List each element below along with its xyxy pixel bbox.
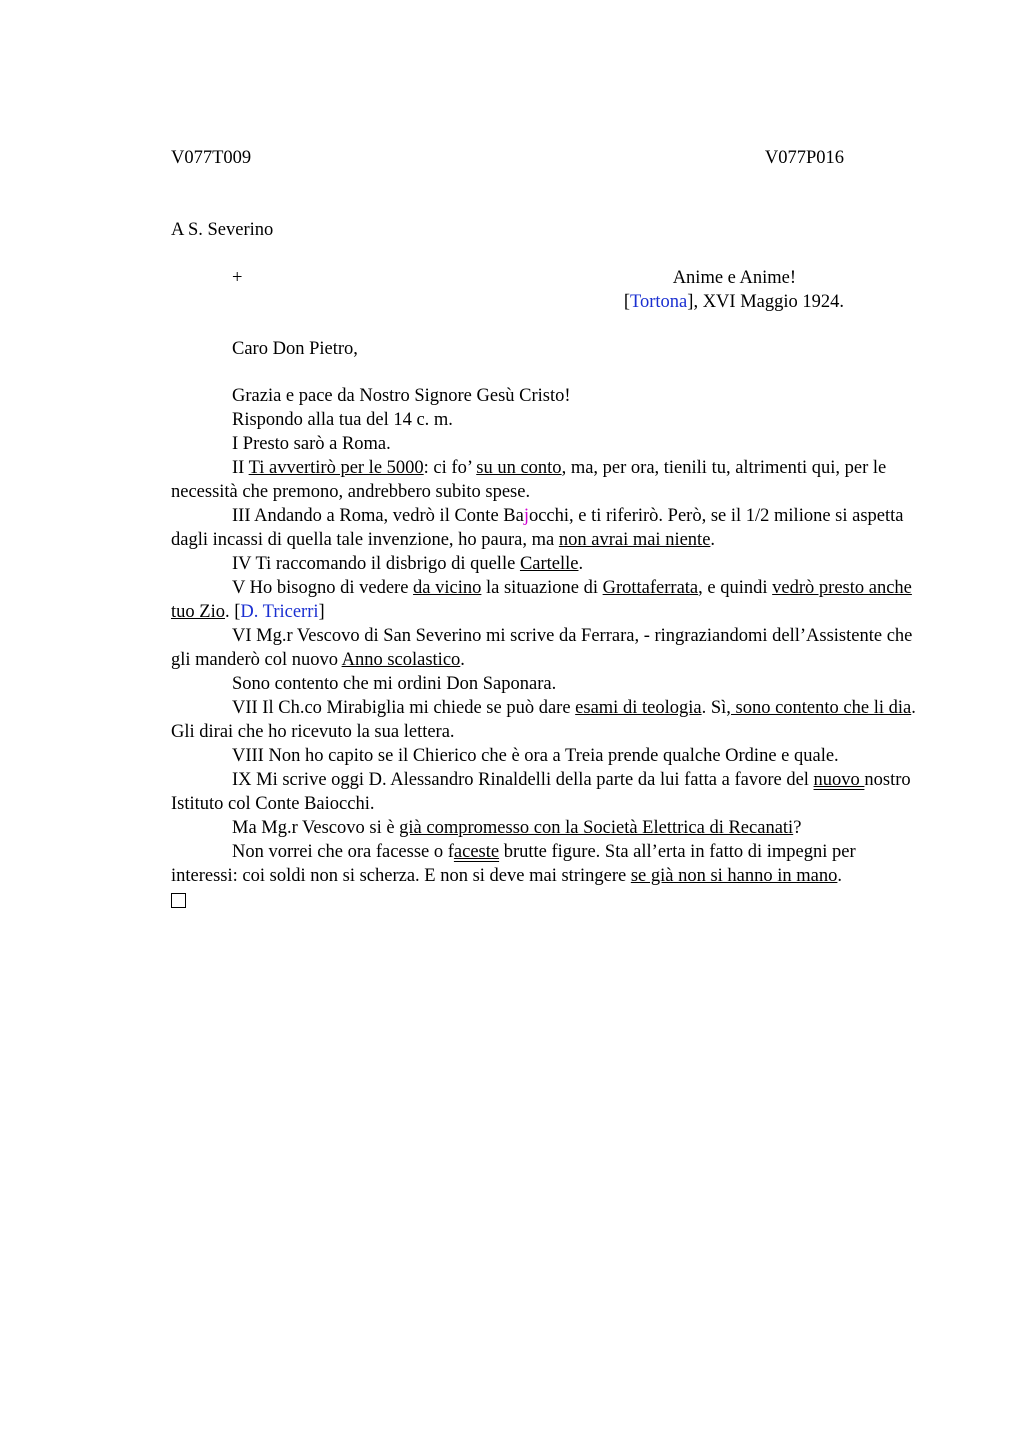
p7-a: V Ho bisogno di vedere xyxy=(232,578,414,598)
p7-f: vedrò presto anche tuo Zio xyxy=(171,578,912,622)
dateline xyxy=(624,290,844,314)
letter-body xyxy=(171,384,927,915)
paragraph-point-8: VIII Non ho capito se il Chierico che è ora a Treia prende qualche Ordine e quale. xyxy=(232,746,839,766)
p7-i: ] xyxy=(318,602,325,622)
p6-b: Cartelle xyxy=(519,554,579,574)
p5-b: j xyxy=(523,506,529,526)
paragraph-point-6 xyxy=(171,624,927,672)
recipient: A S. Severino xyxy=(171,220,274,240)
p6-c: . xyxy=(578,554,584,574)
p7-e: , e quindi xyxy=(698,578,773,598)
p7-h: D. Tricerri xyxy=(240,602,319,622)
dateline-place: Tortona xyxy=(630,292,688,312)
p8-a: VI Mg.r Vescovo di San Severino mi scrive da Ferrara, - ringraziandomi dell’Assistente che gli manderò col nuovo xyxy=(171,626,913,670)
paragraph-point-7 xyxy=(171,696,927,744)
paragraph-saponara: Sono contento che mi ordini Don Saponara. xyxy=(232,674,557,694)
dateline-rest: ], XVI Maggio 1924. xyxy=(687,292,844,312)
p7-g: . [ xyxy=(224,602,241,622)
p10-e: . Gli dirai che ho ricevuto la sua lettera. xyxy=(171,698,916,742)
p5-e: . xyxy=(710,530,716,550)
salutation: Caro Don Pietro, xyxy=(232,339,358,359)
p10-b: esami di teologia xyxy=(575,698,702,718)
paragraph-point-4 xyxy=(171,552,927,576)
document-code-right: V077P016 xyxy=(764,148,844,168)
p12-b: nuovo xyxy=(813,770,865,790)
p7-d: Grottaferrata xyxy=(602,578,699,598)
p7-c: la situazione di xyxy=(481,578,603,598)
p5-a: III Andando a Roma, vedrò il Conte Ba xyxy=(232,506,524,526)
paragraph-greeting: Grazia e pace da Nostro Signore Gesù Cristo! xyxy=(232,386,571,406)
p10-d: , sono contento che li dia xyxy=(726,698,912,718)
document-code-left: V077T009 xyxy=(171,148,252,168)
paragraph-point-2 xyxy=(171,456,927,504)
paragraph-point-5 xyxy=(171,576,927,624)
paragraph-point-1: I Presto sarò a Roma. xyxy=(232,434,391,454)
p4-a: II xyxy=(232,458,249,478)
motto: Anime e Anime! xyxy=(672,268,796,288)
paragraph-point-3 xyxy=(171,504,927,552)
p13-b: già compromesso con la Società Elettrica di Recanati xyxy=(399,818,794,838)
p4-d: su un conto xyxy=(476,458,562,478)
p5-d: non avrai mai niente xyxy=(558,530,711,550)
p10-c: . Sì xyxy=(701,698,727,718)
p6-a: IV Ti raccomando il disbrigo di quelle xyxy=(232,554,520,574)
p13-c: ? xyxy=(793,818,802,838)
end-box-icon xyxy=(171,893,186,908)
end-marker xyxy=(171,888,927,915)
p14-d: se già non si hanno in mano xyxy=(630,866,838,886)
paragraph-closing xyxy=(171,840,927,888)
paragraph-reply: Rispondo alla tua del 14 c. m. xyxy=(232,410,453,430)
p8-b: Anno scolastico xyxy=(341,650,461,670)
paragraph-vescovo xyxy=(171,816,927,840)
p8-c: . xyxy=(460,650,465,670)
p14-a: Non vorrei che ora facesse o f xyxy=(232,842,454,862)
dateline-open-bracket: [ xyxy=(623,292,630,312)
p5-c: occhi, e ti riferirò. Però, se il 1/2 milione si aspetta dagli incassi di quella tale invenzione, ho paura, ma xyxy=(171,506,904,550)
cross-symbol: + xyxy=(232,268,243,288)
p13-a: Ma Mg.r Vescovo si è xyxy=(232,818,400,838)
p12-a: IX Mi scrive oggi D. Alessandro Rinaldelli della parte da lui fatta a favore del xyxy=(232,770,814,790)
p4-b: Ti avvertirò per le 5000 xyxy=(248,458,424,478)
p4-e: , ma, per ora, tienili tu, altrimenti qui, per le necessità che premono, andrebbero subito spese. xyxy=(171,458,887,502)
p12-c: nostro Istituto col Conte Baiocchi. xyxy=(171,770,911,814)
p14-b: aceste xyxy=(453,842,500,862)
p7-b: da vicino xyxy=(413,578,482,598)
p14-e: . xyxy=(837,866,843,886)
p10-a: VII Il Ch.co Mirabiglia mi chiede se può dare xyxy=(232,698,576,718)
p14-c: brutte figure. Sta all’erta in fatto di impegni per interessi: coi soldi non si scherza. E non si deve mai stringere xyxy=(171,842,856,886)
paragraph-point-9 xyxy=(171,768,927,816)
p4-c: : ci fo’ xyxy=(423,458,477,478)
